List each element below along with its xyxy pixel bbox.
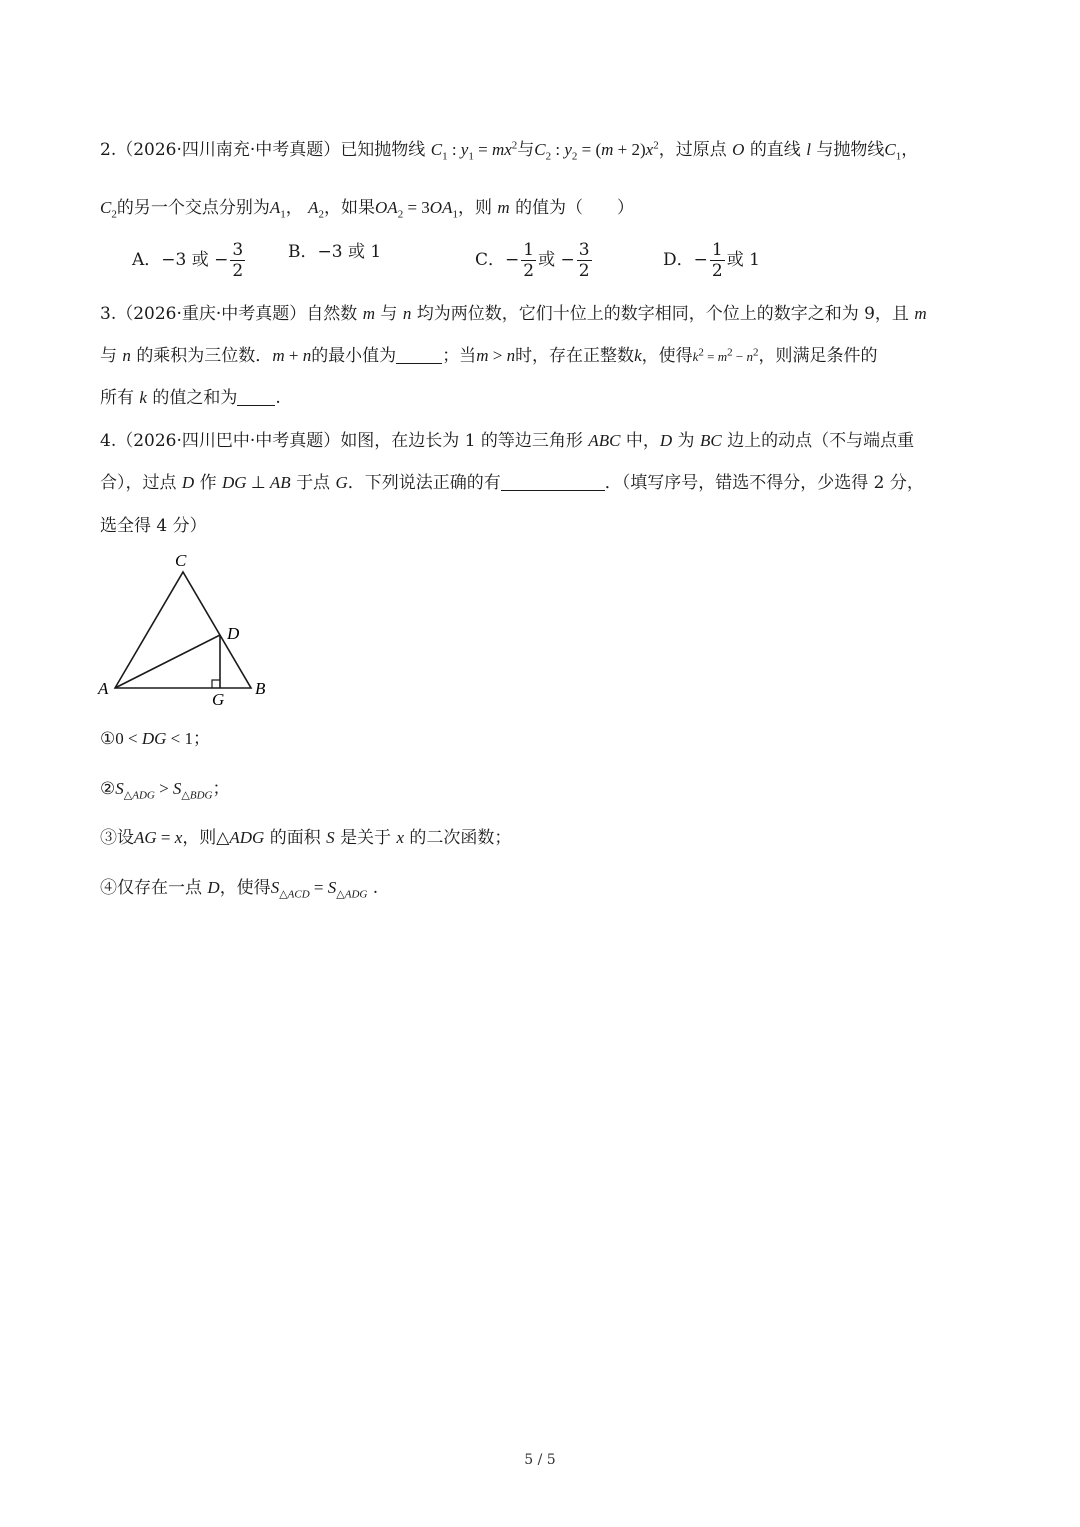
option-label: C． xyxy=(475,250,506,270)
q3-text: ，使得 xyxy=(641,346,693,366)
q4-line-1: 4.（2026·四川巴中·中考真题）如图，在边长为 1 的等边三角形 ABC 中，D 为 BC 边上的动点（不与端点重 xyxy=(100,431,915,451)
q2-text: 的直线 xyxy=(749,140,801,160)
q2-text: 已知抛物线 xyxy=(340,140,426,160)
statement-text: ，则△ xyxy=(182,828,230,848)
q2-text: 的值为（ ） xyxy=(515,198,635,218)
answer-blank[interactable] xyxy=(237,387,275,406)
option-text: −3 或 1 xyxy=(317,242,382,262)
q2-text: 的另一个交点分别为 xyxy=(116,198,270,218)
q4-text: 选全得 4 分） xyxy=(100,516,207,536)
q2-option-d[interactable] xyxy=(663,240,760,281)
q4-text: 合），过点 xyxy=(100,473,177,493)
q4-text: ．（填写序号，错选不得分，少选得 2 分， xyxy=(604,473,924,493)
q2-text: ，过原点 xyxy=(658,140,727,160)
q2-c2-equation: $C_2$ : $y_2 = (m + 2)x^2$ xyxy=(534,139,659,163)
q2-number: 2. xyxy=(100,140,117,160)
q4-text: 如图，在边长为 1 的等边三角形 xyxy=(340,431,583,451)
right-angle-mark xyxy=(212,680,220,688)
q3-line-1: 3.（2026·重庆·中考真题）自然数 m 与 n 均为两位数，它们十位上的数字相同，个位上的数字之和为 9，且 m xyxy=(100,304,927,324)
option-text: 或 − xyxy=(538,250,575,270)
q3-text: 时，存在正整数 xyxy=(515,346,635,366)
q2-text: 与 xyxy=(517,140,535,160)
q3-text: 与 xyxy=(380,304,398,324)
statement-marker: ④仅存在一点 xyxy=(100,878,202,898)
statement-text: ，使得 xyxy=(219,878,271,898)
q4-line-2: 合），过点 D 作 DG ⊥ AB 于点 G．下列说法正确的有 ．（填写序号，错选不得分，少选得 2 分， xyxy=(100,473,924,493)
q2-source: （2026·四川南充·中考真题） xyxy=(116,140,341,160)
q2-text: ， xyxy=(901,140,919,160)
statement-1: ①0 < DG < 1； xyxy=(100,729,210,749)
statement-text: 是关于 xyxy=(340,828,392,848)
statement-text: 的二次函数； xyxy=(409,828,512,848)
q4-text: 中， xyxy=(625,431,660,451)
q2-text: ， xyxy=(285,198,303,218)
q3-text: 与 xyxy=(100,346,117,366)
q3-text: 的值之和为 xyxy=(152,388,238,408)
page-number: 5 / 5 xyxy=(524,1452,556,1468)
q4-text: 作 xyxy=(199,473,217,493)
answer-blank[interactable] xyxy=(396,345,442,364)
q4-text: ．下列说法正确的有 xyxy=(347,473,501,493)
q3-line-3: 所有 k 的值之和为 . xyxy=(100,388,281,408)
statement-2: $②S_{\triangle ADG} > S_{\triangle BDG}$； xyxy=(100,779,230,802)
q2-option-c[interactable] xyxy=(475,240,594,281)
q3-text: 所有 xyxy=(100,388,134,408)
q4-number: 4. xyxy=(100,431,117,451)
q2-option-a[interactable] xyxy=(132,240,247,281)
label-d: D xyxy=(227,624,240,643)
answer-blank[interactable] xyxy=(501,472,605,491)
statement-marker: ③设 xyxy=(100,828,134,848)
q4-text: 于点 xyxy=(296,473,331,493)
q4-text: 边上的动点（不与端点重 xyxy=(727,431,915,451)
option-label: A． xyxy=(132,250,162,270)
q2-c1-equation: $C_1$ : $y_1 = mx^2$ xyxy=(430,139,518,163)
q2-option-b[interactable] xyxy=(288,240,381,264)
statement-text: ； xyxy=(212,779,230,799)
label-g: G xyxy=(212,690,225,709)
q3-source: （2026·重庆·中考真题） xyxy=(116,304,307,324)
statement-marker: ② xyxy=(100,779,116,799)
statement-text: 的面积 xyxy=(269,828,321,848)
option-label: D． xyxy=(663,250,694,270)
q3-line-2: 与 n 的乘积为三位数．m + n的最小值为 ；当m > n时，存在正整数k，使得$k^2 = m^2 - n^2$，则满足条件的 xyxy=(100,346,878,366)
q3-text: ；当 xyxy=(442,346,477,366)
fraction: $\frac{1}{2}$ xyxy=(711,240,723,281)
triangle-figure xyxy=(95,545,275,710)
option-label: B． xyxy=(288,242,318,262)
option-text: −3 或 − xyxy=(161,250,229,270)
statement-marker: ① xyxy=(100,729,116,749)
fraction: $\frac{1}{2}$ xyxy=(523,240,535,281)
statement-text: ； xyxy=(193,729,210,749)
fraction: $\frac{3}{2}$ xyxy=(232,240,244,281)
q3-number: 3. xyxy=(100,304,117,324)
label-b: B xyxy=(255,679,266,698)
q2-text: ，如果 xyxy=(324,198,376,218)
option-text: − xyxy=(505,250,520,270)
q3-text: 的最小值为 xyxy=(311,346,397,366)
q4-text: 为 xyxy=(677,431,695,451)
q4-line-3 xyxy=(100,514,207,538)
option-text: − xyxy=(693,250,708,270)
statement-3: ③设AG = x，则△ADG 的面积 S 是关于 x 的二次函数； xyxy=(100,828,512,848)
q2-text: 与抛物线 xyxy=(816,140,885,160)
label-a: A xyxy=(98,679,109,698)
label-c: C xyxy=(175,551,187,570)
q2-text: ，则 xyxy=(457,198,492,218)
statement-text: . xyxy=(372,878,379,898)
fraction: $\frac{3}{2}$ xyxy=(578,240,590,281)
q3-text: . xyxy=(275,388,281,408)
q3-text: 的乘积为三位数． xyxy=(136,346,273,366)
q3-text: 均为两位数，它们十位上的数字相同，个位上的数字之和为 9，且 xyxy=(416,304,909,324)
q4-source: （2026·四川巴中·中考真题） xyxy=(116,431,341,451)
statement-4: ④仅存在一点 D，使得$S_{\triangle ACD} = S_{\triangle ADG}$ . xyxy=(100,878,379,901)
q2-line-2: $C_2$的另一个交点分别为$A_1$， $A_2$，如果$OA_2 = 3OA_1$，则 m 的值为（ ） xyxy=(100,198,635,221)
q2-condition: $OA_2 = 3OA_1$ xyxy=(375,198,458,221)
option-text: 或 1 xyxy=(726,250,760,270)
q2-line-1: 2.（2026·四川南充·中考真题）已知抛物线 $C_1$ : $y_1 = mx^2$与$C_2$ : $y_2 = (m + 2)x^2$，过原点 O 的直线 l 与抛物线$C_1$， xyxy=(100,139,919,163)
q3-text: ，则满足条件的 xyxy=(758,346,878,366)
q3-text: 自然数 xyxy=(306,304,358,324)
